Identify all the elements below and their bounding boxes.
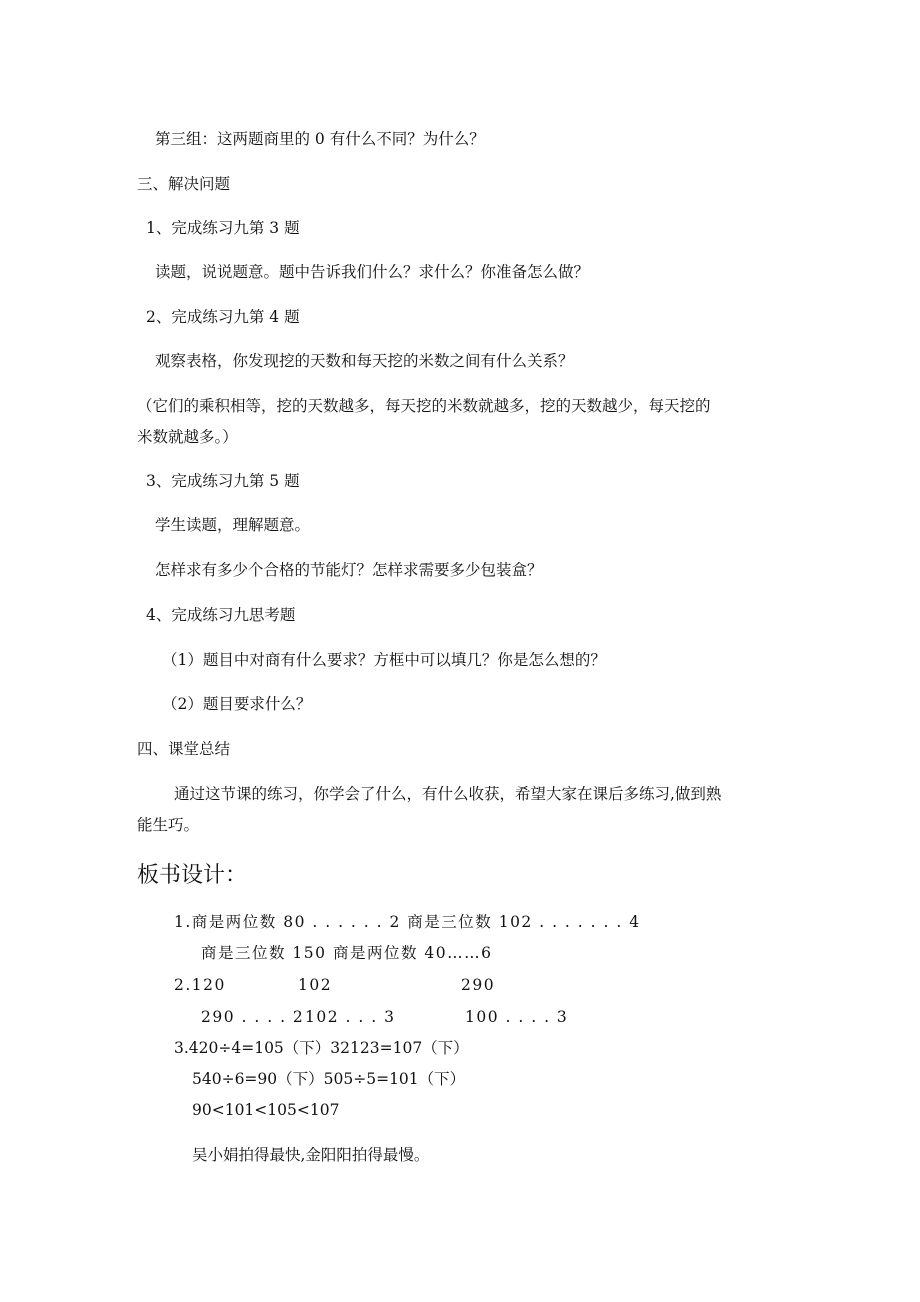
section4-heading: 四、课堂总结: [137, 740, 231, 758]
board-row-3-a: 2.120: [174, 976, 226, 994]
item4-q2: （2）题目要求什么？: [162, 695, 312, 713]
item3-text2: 怎样求有多少个合格的节能灯？怎样求需要多少包装盒？: [155, 561, 543, 579]
board-row-5: 3.420÷4=105（下）32123=107（下）: [174, 1039, 469, 1057]
board-row-3-b: 102: [298, 976, 333, 994]
item1-title: 1、完成练习九第 3 题: [146, 219, 300, 237]
board-row-3-c: 290: [461, 976, 496, 994]
board-row-4-c: 100 . . . . 3: [465, 1008, 569, 1026]
board-row-1: 1.商是两位数 80 . . . . . . 2 商是三位数 102 . . . . . . . 4: [174, 913, 641, 931]
item2-text: 观察表格，你发现挖的天数和每天挖的米数之间有什么关系？: [155, 352, 574, 370]
section3-heading: 三、解决问题: [137, 175, 231, 193]
item1-text: 读题，说说题意。题中告诉我们什么？求什么？你准备怎么做？: [155, 263, 590, 281]
summary-line1: 通过这节课的练习，你学会了什么，有什么收获，希望大家在课后多练习,做到熟: [174, 785, 722, 803]
board-row-2: 商是三位数 150 商是两位数 40……6: [201, 944, 493, 962]
board-row-7: 90<101<105<107: [192, 1101, 340, 1119]
board-row-6: 540÷6=90（下）505÷5=101（下）: [192, 1070, 466, 1088]
board-design-title: 板书设计：: [137, 863, 248, 888]
item3-title: 3、完成练习九第 5 题: [146, 472, 300, 490]
board-row-8: 吴小娟拍得最快,金阳阳拍得最慢。: [192, 1146, 430, 1164]
item2-answer-line1: （它们的乘积相等，挖的天数越多，每天挖的米数就越多，挖的天数越少，每天挖的: [137, 397, 711, 415]
item2-title: 2、完成练习九第 4 题: [146, 308, 300, 326]
item3-text1: 学生读题，理解题意。: [155, 516, 311, 534]
board-row-4-a: 290 . . . . 2: [201, 1008, 305, 1026]
summary-line2: 能生巧。: [137, 816, 200, 834]
item4-title: 4、完成练习九思考题: [146, 606, 296, 624]
item2-answer-line2: 米数就越多。）: [137, 428, 238, 446]
board-row-4-b: 102 . . . 3: [305, 1008, 396, 1026]
item4-q1: （1）题目中对商有什么要求？方框中可以填几？你是怎么想的？: [162, 651, 606, 669]
group3-question: 第三组：这两题商里的 0 有什么不同？为什么？: [155, 130, 485, 148]
